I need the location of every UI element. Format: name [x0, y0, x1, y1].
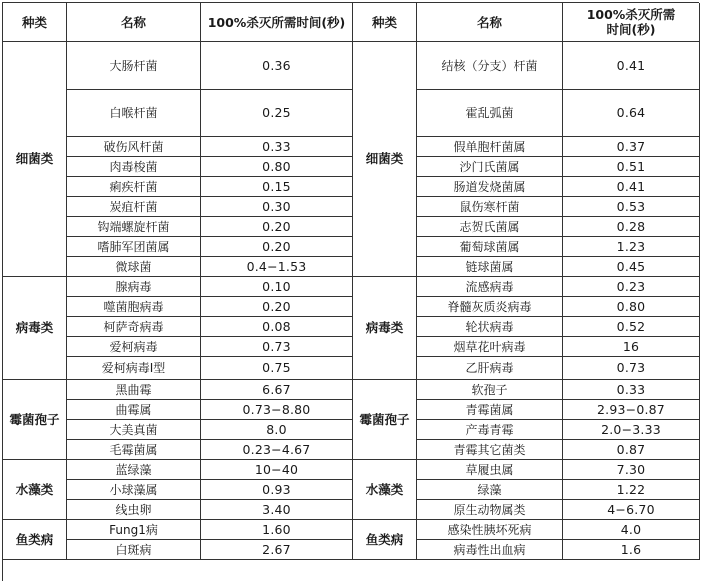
- left-kill-time: 0.20: [201, 217, 353, 237]
- left-organism-name: 破伤风杆菌: [67, 137, 201, 157]
- left-organism-name: 小球藻属: [67, 480, 201, 500]
- left-kill-time: 0.15: [201, 177, 353, 197]
- category-algae-left: 水藻类: [3, 460, 67, 520]
- left-organism-name: 炭疽杆菌: [67, 197, 201, 217]
- right-kill-time: 1.6: [563, 540, 700, 560]
- right-organism-name: 烟草花叶病毒: [417, 337, 563, 357]
- right-organism-name: 轮状病毒: [417, 317, 563, 337]
- right-organism-name: 青霉菌属: [417, 400, 563, 420]
- right-organism-name: 肠道发烧菌属: [417, 177, 563, 197]
- left-organism-name: 白斑病: [67, 540, 201, 560]
- right-organism-name: 假单胞杆菌属: [417, 137, 563, 157]
- left-organism-name: 柯萨奇病毒: [67, 317, 201, 337]
- left-organism-name: Fung1病: [67, 520, 201, 540]
- left-kill-time: 0.10: [201, 277, 353, 297]
- right-kill-time: 0.64: [563, 90, 700, 137]
- left-organism-name: 噬菌胞病毒: [67, 297, 201, 317]
- right-kill-time: 4−6.70: [563, 500, 700, 520]
- right-kill-time: 0.28: [563, 217, 700, 237]
- left-kill-time: 1.60: [201, 520, 353, 540]
- category-fish-left: 鱼类病: [3, 520, 67, 560]
- right-kill-time: 0.80: [563, 297, 700, 317]
- right-organism-name: 结核（分支）杆菌: [417, 42, 563, 90]
- left-organism-name: 大美真菌: [67, 420, 201, 440]
- left-kill-time: 0.4−1.53: [201, 257, 353, 277]
- category-algae-right: 水藻类: [353, 460, 417, 520]
- left-kill-time: 10−40: [201, 460, 353, 480]
- left-kill-time: 0.73: [201, 337, 353, 357]
- left-organism-name: 微球菌: [67, 257, 201, 277]
- right-organism-name: 草履虫属: [417, 460, 563, 480]
- category-mold-right: 霉菌孢子: [353, 380, 417, 460]
- left-kill-time: 2.67: [201, 540, 353, 560]
- left-kill-time: 0.93: [201, 480, 353, 500]
- right-organism-name: 青霉其它菌类: [417, 440, 563, 460]
- right-organism-name: 产毒青霉: [417, 420, 563, 440]
- left-organism-name: 钩端螺旋杆菌: [67, 217, 201, 237]
- left-organism-name: 爱柯病毒: [67, 337, 201, 357]
- left-kill-time: 0.23−4.67: [201, 440, 353, 460]
- left-organism-name: 嗜肺军团菌属: [67, 237, 201, 257]
- right-organism-name: 流感病毒: [417, 277, 563, 297]
- left-organism-name: 蓝绿藻: [67, 460, 201, 480]
- left-organism-name: 肉毒梭菌: [67, 157, 201, 177]
- left-organism-name: 线虫卵: [67, 500, 201, 520]
- left-kill-time: 3.40: [201, 500, 353, 520]
- left-organism-name: 爱柯病毒I型: [67, 357, 201, 380]
- right-organism-name: 志贺氏菌属: [417, 217, 563, 237]
- category-fish-right: 鱼类病: [353, 520, 417, 560]
- right-organism-name: 链球菌属: [417, 257, 563, 277]
- left-kill-time: 0.73−8.80: [201, 400, 353, 420]
- right-organism-name: 葡萄球菌属: [417, 237, 563, 257]
- right-kill-time: 4.0: [563, 520, 700, 540]
- left-kill-time: 0.25: [201, 90, 353, 137]
- right-organism-name: 脊髓灰质炎病毒: [417, 297, 563, 317]
- left-kill-time: 6.67: [201, 380, 353, 400]
- right-organism-name: 绿藻: [417, 480, 563, 500]
- right-kill-time: 16: [563, 337, 700, 357]
- left-organism-name: 腺病毒: [67, 277, 201, 297]
- right-organism-name: 乙肝病毒: [417, 357, 563, 380]
- right-organism-name: 病毒性出血病: [417, 540, 563, 560]
- category-bacteria-right: 细菌类: [353, 42, 417, 277]
- right-organism-name: 霍乱弧菌: [417, 90, 563, 137]
- left-kill-time: 0.08: [201, 317, 353, 337]
- right-kill-time: 0.53: [563, 197, 700, 217]
- right-kill-time: 0.45: [563, 257, 700, 277]
- left-kill-time: 0.20: [201, 237, 353, 257]
- left-kill-time: 0.75: [201, 357, 353, 380]
- header-time-right: 100%杀灭所需时间(秒): [563, 3, 700, 42]
- left-kill-time: 0.33: [201, 137, 353, 157]
- left-organism-name: 毛霉菌属: [67, 440, 201, 460]
- right-organism-name: 软孢子: [417, 380, 563, 400]
- right-kill-time: 2.93−0.87: [563, 400, 700, 420]
- right-organism-name: 感染性胰坏死病: [417, 520, 563, 540]
- right-kill-time: 0.51: [563, 157, 700, 177]
- right-kill-time: 1.23: [563, 237, 700, 257]
- category-mold-left: 霉菌孢子: [3, 380, 67, 460]
- category-virus-right: 病毒类: [353, 277, 417, 380]
- right-kill-time: 0.33: [563, 380, 700, 400]
- left-kill-time: 0.36: [201, 42, 353, 90]
- left-kill-time: 8.0: [201, 420, 353, 440]
- left-organism-name: 白喉杆菌: [67, 90, 201, 137]
- right-kill-time: 0.87: [563, 440, 700, 460]
- category-virus-left: 病毒类: [3, 277, 67, 380]
- kill-time-table: [2, 2, 699, 581]
- left-organism-name: 黑曲霉: [67, 380, 201, 400]
- left-organism-name: 曲霉属: [67, 400, 201, 420]
- right-organism-name: 原生动物属类: [417, 500, 563, 520]
- right-organism-name: 沙门氏菌属: [417, 157, 563, 177]
- header-category-right: 种类: [353, 3, 417, 42]
- right-kill-time: 2.0−3.33: [563, 420, 700, 440]
- left-kill-time: 0.80: [201, 157, 353, 177]
- header-name: 名称: [67, 3, 201, 42]
- right-kill-time: 0.37: [563, 137, 700, 157]
- right-kill-time: 0.41: [563, 177, 700, 197]
- header-time: 100%杀灭所需时间(秒): [201, 3, 353, 42]
- right-kill-time: 0.52: [563, 317, 700, 337]
- right-kill-time: 0.23: [563, 277, 700, 297]
- right-kill-time: 7.30: [563, 460, 700, 480]
- left-kill-time: 0.30: [201, 197, 353, 217]
- category-bacteria-left: 细菌类: [3, 42, 67, 277]
- right-kill-time: 0.73: [563, 357, 700, 380]
- header-category: 种类: [3, 3, 67, 42]
- left-organism-name: 痢疾杆菌: [67, 177, 201, 197]
- left-kill-time: 0.20: [201, 297, 353, 317]
- header-name-right: 名称: [417, 3, 563, 42]
- right-organism-name: 鼠伤寒杆菌: [417, 197, 563, 217]
- right-kill-time: 0.41: [563, 42, 700, 90]
- left-organism-name: 大肠杆菌: [67, 42, 201, 90]
- right-kill-time: 1.22: [563, 480, 700, 500]
